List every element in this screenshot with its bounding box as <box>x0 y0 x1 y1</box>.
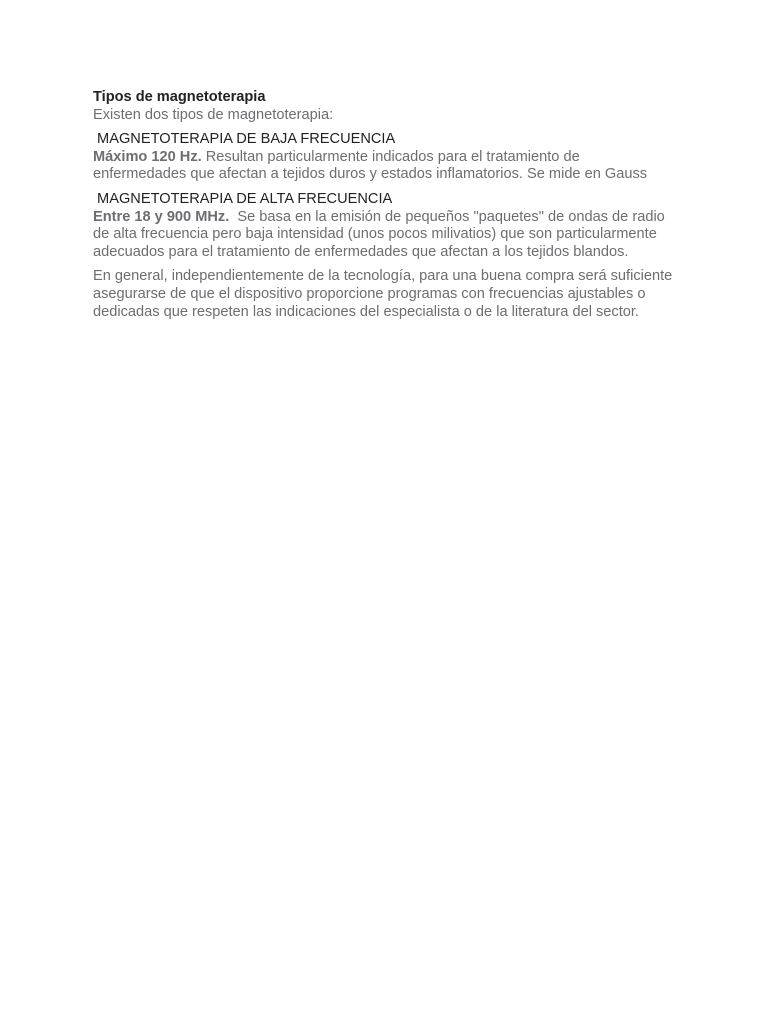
section-heading-high-frequency: MAGNETOTERAPIA DE ALTA FRECUENCIA <box>93 190 393 207</box>
section-body-low-frequency <box>93 149 673 184</box>
section-lead-high-frequency: Entre 18 y 900 MHz. <box>93 208 230 225</box>
section-body-high-frequency <box>93 209 673 262</box>
section-lead-low-frequency: Máximo 120 Hz. <box>93 148 202 165</box>
section-heading-low-frequency: MAGNETOTERAPIA DE BAJA FRECUENCIA <box>93 131 396 148</box>
intro-paragraph: Existen dos tipos de magnetoterapia: <box>93 106 334 123</box>
closing-paragraph: En general, independientemente de la tecnología, para una buena compra será suficiente asegurarse de que el dispositivo proporcione programas con frecuencias ajustables o dedicadas que respeten las indicaciones del especialista o de la literatura del sector. <box>93 268 673 320</box>
section-text-high-frequency: Se basa en la emisión de pequeños "paquetes" de ondas de radio de alta frecuencia pero baja intensidad (unos pocos milivatios) que son particularmente adecuados para el tratamiento de enfermedades que afectan a los tejidos blandos. <box>93 208 669 260</box>
section-text-low-frequency: Resultan particularmente indicados para el tratamiento de enfermedades que afectan a tejidos duros y estados inflamatorios. Se mide en Gauss <box>93 148 648 183</box>
document-content <box>93 89 673 321</box>
document-title: Tipos de magnetoterapia <box>93 89 266 105</box>
